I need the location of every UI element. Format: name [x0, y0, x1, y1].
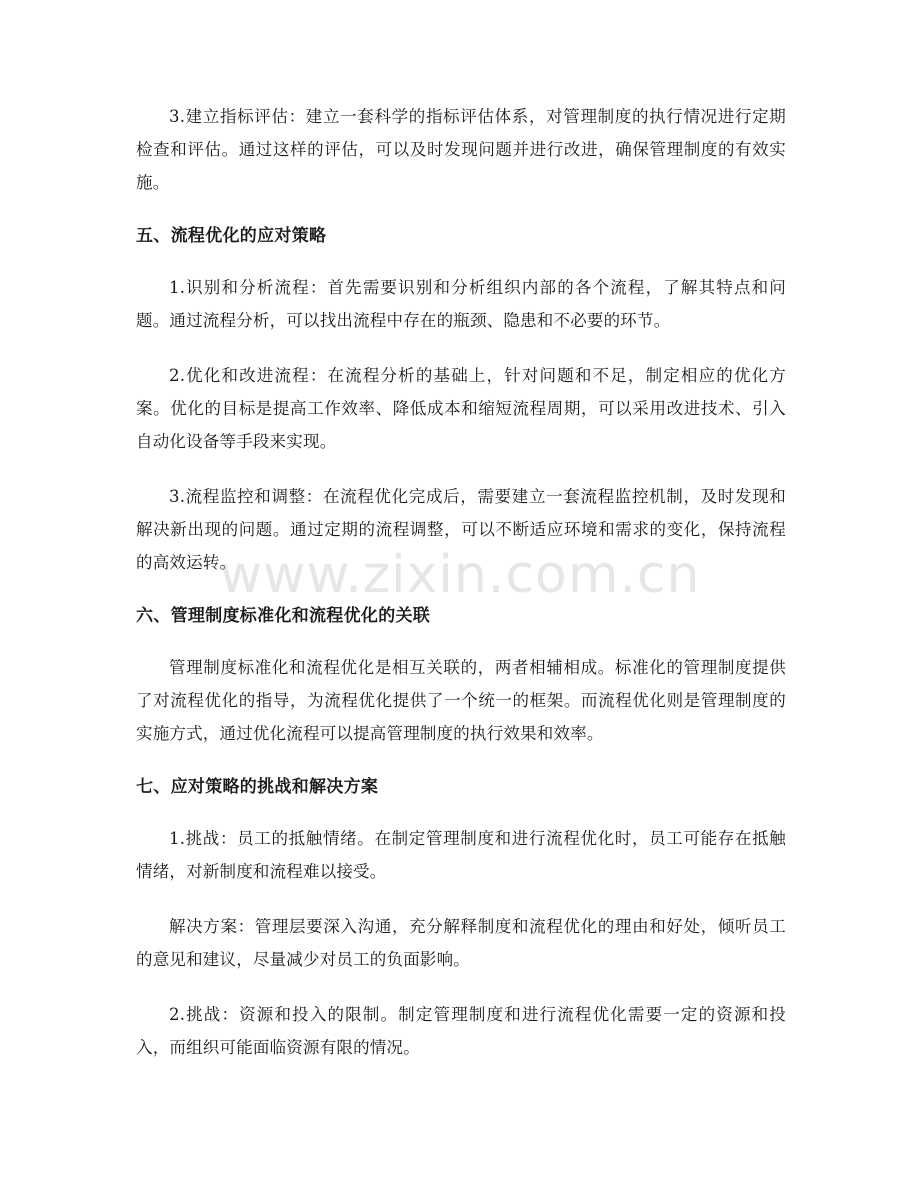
section-heading-5: 五、流程优化的应对策略: [136, 226, 327, 246]
section-heading-7: 七、应对策略的挑战和解决方案: [136, 777, 379, 797]
paragraph-monitor-process: 3.流程监控和调整：在流程优化完成后，需要建立一套流程监控机制，及时发现和解决新出现的问题。通过定期的流程调整，可以不断适应环境和需求的变化，保持流程的高效运转。: [136, 487, 786, 572]
paragraph-optimize-process: 2.优化和改进流程：在流程分析的基础上，针对问题和不足，制定相应的优化方案。优化的目标是提高工作效率、降低成本和缩短流程周期，可以采用改进技术、引入自动化设备等手段来实现。: [136, 366, 786, 451]
section-heading-6: 六、管理制度标准化和流程优化的关联: [136, 606, 431, 626]
paragraph-challenge-1: 1.挑战：员工的抵触情绪。在制定管理制度和进行流程优化时，员工可能存在抵触情绪，对新制度和流程难以接受。: [136, 829, 786, 881]
watermark: www.zixin.com.cn: [219, 545, 701, 605]
paragraph-indicator-evaluation: 3.建立指标评估：建立一套科学的指标评估体系，对管理制度的执行情况进行定期检查和评估。通过这样的评估，可以及时发现问题并进行改进，确保管理制度的有效实施。: [136, 107, 786, 192]
paragraph-challenge-2: 2.挑战：资源和投入的限制。制定管理制度和进行流程优化需要一定的资源和投入，而组织可能面临资源有限的情况。: [136, 1005, 786, 1057]
paragraph-solution-1: 解决方案：管理层要深入沟通，充分解释制度和流程优化的理由和好处，倾听员工的意见和建议，尽量减少对员工的负面影响。: [136, 917, 786, 969]
paragraph-relation: 管理制度标准化和流程优化是相互关联的，两者相辅相成。标准化的管理制度提供了对流程优化的指导，为流程优化提供了一个统一的框架。而流程优化则是管理制度的实施方式，通过优化流程可以提高管理制度的执行效果和效率。: [136, 658, 786, 743]
paragraph-identify-process: 1.识别和分析流程：首先需要识别和分析组织内部的各个流程，了解其特点和问题。通过流程分析，可以找出流程中存在的瓶颈、隐患和不必要的环节。: [136, 278, 786, 330]
document-body: [136, 100, 786, 1064]
